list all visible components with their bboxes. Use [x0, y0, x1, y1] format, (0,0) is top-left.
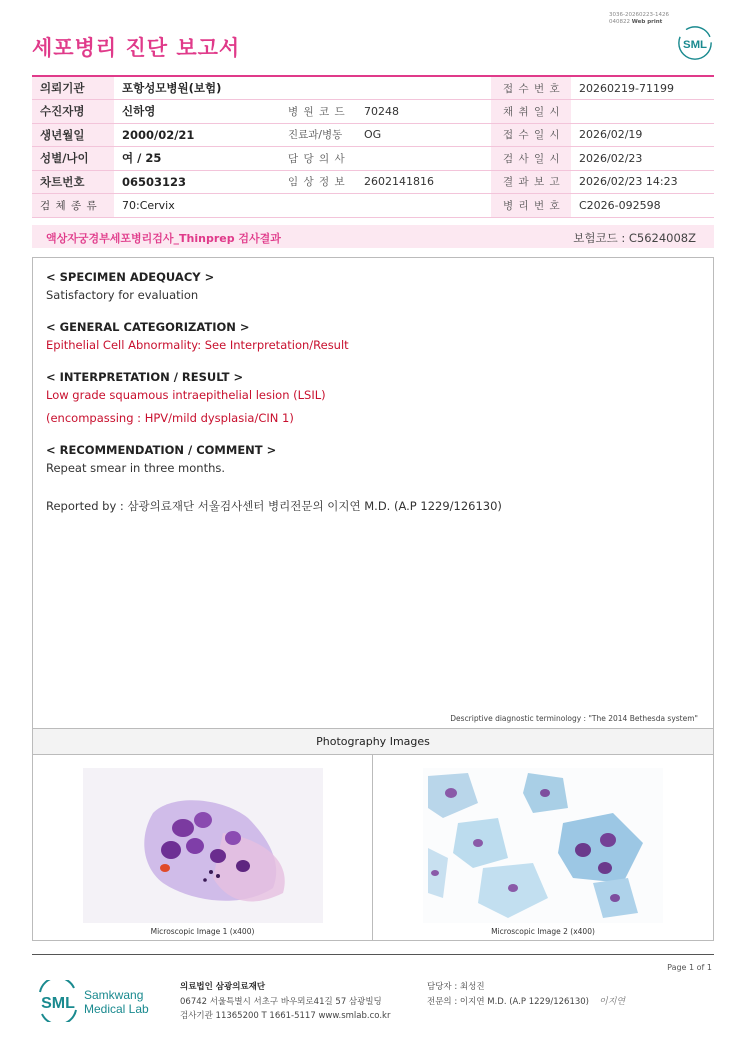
chart-no-value: 06503123 — [122, 174, 187, 189]
table-row — [32, 147, 714, 171]
sex-age-value: 여 / 25 — [122, 151, 162, 166]
footer-logo-line1: Samkwang — [84, 988, 144, 1002]
specimen-value: 70:Cervix — [122, 198, 175, 212]
insurance-code: 보험코드 : C5624008Z — [573, 231, 696, 245]
interpretation-section — [46, 370, 696, 430]
doctor-label: 담 당 의 사 — [288, 152, 346, 165]
samkwang-logo-icon — [36, 980, 196, 1022]
dept-value: OG — [364, 128, 382, 142]
interpretation-text-1: Low grade squamous intraepithelial lesion (LSIL) — [46, 388, 326, 402]
dob-value: 2000/02/21 — [122, 127, 195, 142]
categorization-section — [46, 320, 696, 357]
report-date-label: 결 과 보 고 — [491, 170, 571, 194]
report-date-value: 2026/02/23 14:23 — [579, 175, 678, 189]
chart-no-label: 차트번호 — [32, 170, 114, 194]
org-name: 의료법인 삼광의료재단 — [180, 982, 266, 992]
receipt-no-label: 접 수 번 호 — [491, 76, 571, 100]
footer-divider — [32, 954, 714, 955]
table-row — [32, 123, 714, 147]
patient-info-table — [32, 75, 714, 218]
receipt-no-value: 20260219-71199 — [579, 81, 674, 95]
interpretation-text-2: (encompassing : HPV/mild dysplasia/CIN 1) — [46, 411, 294, 425]
doctor-value — [356, 147, 491, 171]
requester-label: 의뢰기관 — [32, 76, 114, 100]
clinical-value: 2602141816 — [364, 175, 434, 189]
microscopic-image-1 — [83, 768, 323, 923]
signature: 이지연 — [599, 997, 626, 1007]
sml-logo-text: SML — [682, 38, 708, 51]
page-number: Page 1 of 1 — [667, 963, 712, 972]
org-address: 06742 서울특별시 서초구 바우뫼로41길 57 삼광빌딩 — [180, 996, 382, 1007]
table-row — [32, 170, 714, 194]
table-row — [32, 194, 714, 218]
patient-value: 신하영 — [122, 104, 156, 119]
clinical-label: 임 상 정 보 — [288, 176, 346, 189]
photo-caption-1: Microscopic Image 1 (x400) — [150, 927, 255, 936]
hospital-code-label: 병 원 코 드 — [288, 105, 346, 118]
requester-value: 포항성모병원(보험) — [122, 81, 222, 95]
test-date-value: 2026/02/23 — [579, 151, 643, 165]
org-contact: 검사기관 11365200 T 1661-5117 www.smlab.co.kr — [180, 1011, 391, 1021]
sml-logo-icon — [676, 24, 714, 62]
microscopic-image-2 — [423, 768, 663, 923]
doc-code-line1: 3036-20260223-1426 — [609, 12, 669, 18]
reported-by: Reported by : 삼광의료재단 서울검사센터 병리전문의 이지연 M.D. (A.P 1229/126130) — [46, 499, 502, 513]
photo-caption-2: Microscopic Image 2 (x400) — [491, 927, 595, 936]
recommendation-heading: < RECOMMENDATION / COMMENT > — [46, 443, 277, 457]
test-name-bar — [32, 225, 714, 248]
specimen-label: 검 체 종 류 — [32, 194, 114, 218]
table-row — [32, 76, 714, 100]
sex-age-label: 성별/나이 — [32, 147, 114, 171]
table-row — [32, 100, 714, 124]
result-content — [46, 270, 696, 514]
handler: 담당자 : 최성진 — [427, 982, 485, 992]
dob-label: 생년월일 — [32, 123, 114, 147]
dept-label: 진료과/병동 — [288, 129, 343, 142]
footer-logo-line2: Medical Lab — [84, 1002, 149, 1016]
photo-cell-2 — [373, 755, 713, 940]
terminology-note: Descriptive diagnostic terminology : "The 2014 Bethesda system" — [450, 714, 698, 723]
receipt-date-label: 접 수 일 시 — [491, 123, 571, 147]
page-title: 세포병리 진단 보고서 — [32, 36, 241, 60]
categorization-heading: < GENERAL CATEGORIZATION > — [46, 320, 250, 334]
collect-date-value — [571, 100, 714, 124]
categorization-text: Epithelial Cell Abnormality: See Interpretation/Result — [46, 338, 349, 352]
specialist: 전문의 : 이지연 M.D. (A.P 1229/126130) — [427, 997, 589, 1007]
doc-code-line2: 040822 — [609, 19, 631, 25]
adequacy-section — [46, 270, 696, 307]
staff-info — [427, 980, 625, 1010]
test-date-label: 검 사 일 시 — [491, 147, 571, 171]
document-code — [609, 12, 669, 26]
patient-label: 수진자명 — [32, 100, 114, 124]
recommendation-text: Repeat smear in three months. — [46, 461, 226, 475]
path-no-label: 병 리 번 호 — [491, 194, 571, 218]
photo-heading: Photography Images — [32, 729, 714, 754]
adequacy-text: Satisfactory for evaluation — [46, 288, 199, 302]
photo-cell-1 — [33, 755, 373, 940]
footer-logo-mark: SML — [41, 995, 75, 1012]
test-name: 액상자궁경부세포병리검사_Thinprep 검사결과 — [46, 232, 281, 245]
result-box — [32, 257, 714, 729]
collect-date-label: 채 취 일 시 — [491, 100, 571, 124]
receipt-date-value: 2026/02/19 — [579, 128, 643, 142]
path-no-value: C2026-092598 — [579, 198, 661, 212]
hospital-code-value: 70248 — [364, 104, 399, 118]
photo-box — [32, 754, 714, 941]
interpretation-heading: < INTERPRETATION / RESULT > — [46, 370, 244, 384]
web-print-label: Web print — [631, 19, 663, 25]
adequacy-heading: < SPECIMEN ADEQUACY > — [46, 270, 215, 284]
org-info — [180, 980, 390, 1024]
recommendation-section — [46, 443, 696, 480]
